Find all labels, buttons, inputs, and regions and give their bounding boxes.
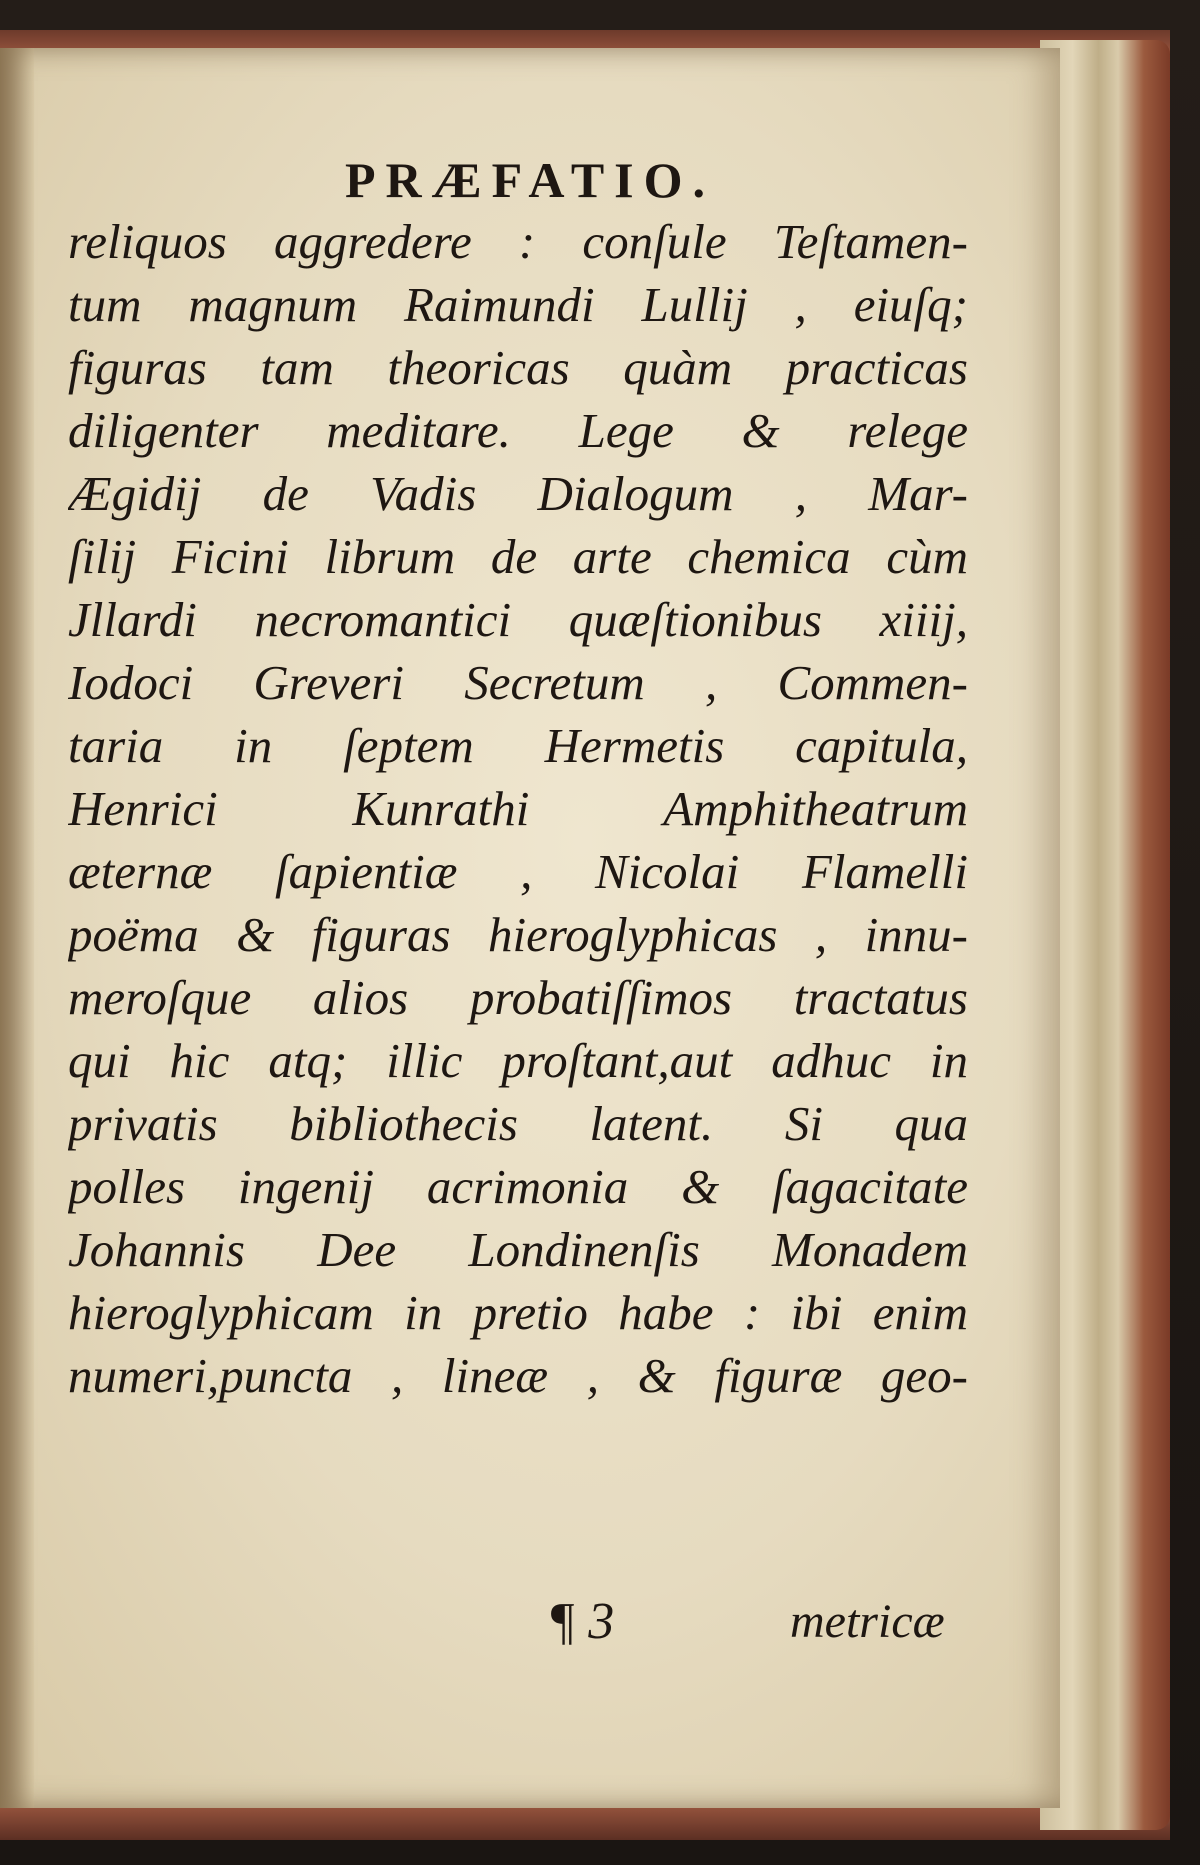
- signature-mark: ¶ 3: [548, 1593, 615, 1650]
- text-line: poëma & figuras hieroglyphicas , innu-: [68, 907, 968, 962]
- text-line: qui hic atq; illic proſtant,aut adhuc in: [68, 1033, 968, 1088]
- text-line: diligenter meditare. Lege & relege: [68, 403, 968, 458]
- text-line: Johannis Dee Londinenſis Monadem: [68, 1222, 968, 1277]
- text-line: polles ingenij acrimonia & ſagacitate: [68, 1159, 968, 1214]
- running-head: PRÆFATIO.: [344, 152, 716, 208]
- text-line: Iodoci Greveri Secretum , Commen-: [68, 655, 968, 710]
- text-line: privatis bibliothecis latent. Si qua: [68, 1096, 968, 1151]
- text-line: Jllardi necromantici quæſtionibus xiiij,: [68, 592, 968, 647]
- text-line: æternæ ſapientiæ , Nicolai Flamelli: [68, 844, 968, 899]
- text-line: numeri,puncta , lineæ , & figuræ geo-: [68, 1348, 968, 1403]
- text-line: taria in ſeptem Hermetis capitula,: [68, 718, 968, 773]
- text-line: reliquos aggredere : conſule Teſtamen-: [68, 214, 968, 269]
- text-line: Ægidij de Vadis Dialogum , Mar-: [68, 466, 968, 521]
- text-line: Henrici Kunrathi Amphitheatrum: [68, 781, 968, 836]
- catchword: metricæ: [790, 1595, 945, 1648]
- text-line: ſilij Ficini librum de arte chemica cùm: [68, 529, 968, 584]
- text-line: figuras tam theoricas quàm practicas: [68, 340, 968, 395]
- body-text: [68, 210, 968, 1407]
- text-line: tum magnum Raimundi Lullij , eiuſq;: [68, 277, 968, 332]
- text-line: meroſque alios probatiſſimos tractatus: [68, 970, 968, 1025]
- text-line: hieroglyphicam in pretio habe : ibi enim: [68, 1285, 968, 1340]
- page-gutter: [0, 48, 34, 1808]
